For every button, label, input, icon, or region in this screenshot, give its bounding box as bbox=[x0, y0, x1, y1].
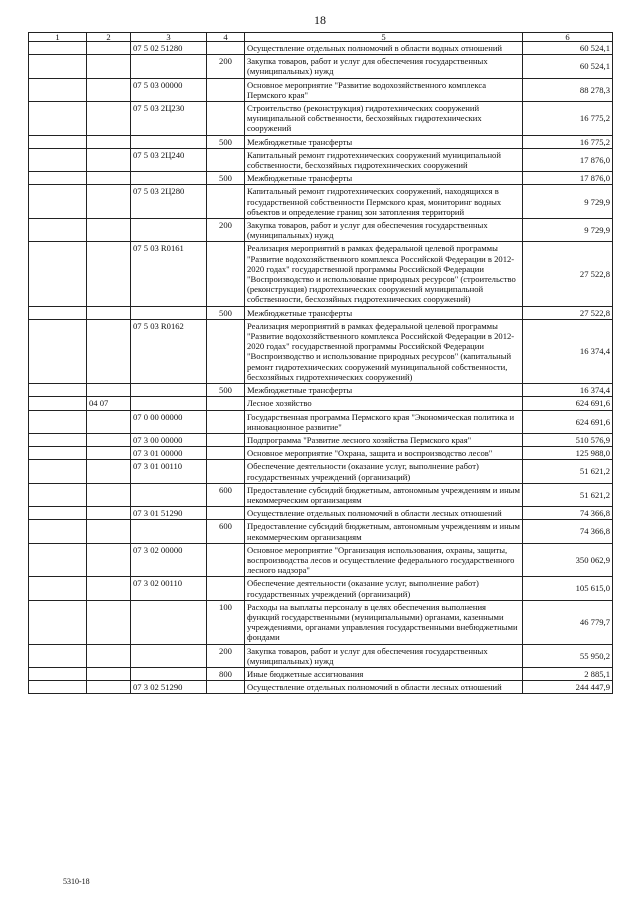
expense-name: Капитальный ремонт гидротехнических сооружений муниципальной собственности, бесхозяйных гидротехнических сооружений bbox=[245, 148, 523, 171]
code-1 bbox=[29, 384, 87, 397]
expense-type-code bbox=[207, 242, 245, 306]
amount: 60 524,1 bbox=[523, 55, 613, 78]
amount: 9 729,9 bbox=[523, 185, 613, 219]
table-row bbox=[29, 55, 613, 78]
column-number: 4 bbox=[207, 33, 245, 42]
section-code: 04 07 bbox=[87, 397, 131, 410]
target-article-code bbox=[131, 172, 207, 185]
expense-name: Основное мероприятие "Охрана, защита и воспроизводство лесов" bbox=[245, 447, 523, 460]
expense-name: Реализация мероприятий в рамках федеральной целевой программы "Развитие водохозяйственного комплекса Российской Федерации в 2012-2020 годах" государственной программы Российской Федерации "Воспроизводство и использование природных ресурсов" (капитальный ремонт гидротехнических сооружений муниципальной собственности, бесхозяйных гидротехнических сооружений) bbox=[245, 319, 523, 383]
expense-type-code bbox=[207, 148, 245, 171]
amount: 105 615,0 bbox=[523, 577, 613, 600]
expense-name: Межбюджетные трансферты bbox=[245, 384, 523, 397]
table-row bbox=[29, 135, 613, 148]
code-1 bbox=[29, 667, 87, 680]
expense-type-code bbox=[207, 681, 245, 694]
target-article-code: 07 3 01 00110 bbox=[131, 460, 207, 483]
target-article-code: 07 5 03 2Ц280 bbox=[131, 185, 207, 219]
expense-name: Основное мероприятие "Организация использования, охраны, защиты, воспроизводства лесов и осуществление федерального государственного лесного надзора" bbox=[245, 543, 523, 577]
section-code bbox=[87, 507, 131, 520]
target-article-code: 07 5 03 2Ц230 bbox=[131, 102, 207, 136]
expense-type-code: 100 bbox=[207, 600, 245, 644]
target-article-code: 07 5 02 51280 bbox=[131, 42, 207, 55]
table-row bbox=[29, 507, 613, 520]
target-article-code bbox=[131, 135, 207, 148]
table-row bbox=[29, 384, 613, 397]
expense-name: Подпрограмма "Развитие лесного хозяйства Пермского края" bbox=[245, 433, 523, 446]
expense-name: Строительство (реконструкция) гидротехнических сооружений муниципальной собственности, бесхозяйных гидротехнических сооружений bbox=[245, 102, 523, 136]
section-code bbox=[87, 520, 131, 543]
document-code: 5310-18 bbox=[63, 877, 90, 886]
section-code bbox=[87, 384, 131, 397]
expense-name: Иные бюджетные ассигнования bbox=[245, 667, 523, 680]
amount: 624 691,6 bbox=[523, 410, 613, 433]
code-1 bbox=[29, 543, 87, 577]
amount: 46 779,7 bbox=[523, 600, 613, 644]
code-1 bbox=[29, 600, 87, 644]
section-code bbox=[87, 135, 131, 148]
expense-name: Осуществление отдельных полномочий в области лесных отношений bbox=[245, 507, 523, 520]
section-code bbox=[87, 483, 131, 506]
section-code bbox=[87, 148, 131, 171]
section-code bbox=[87, 172, 131, 185]
expense-type-code: 500 bbox=[207, 135, 245, 148]
section-code bbox=[87, 681, 131, 694]
code-1 bbox=[29, 148, 87, 171]
expense-type-code bbox=[207, 102, 245, 136]
amount: 27 522,8 bbox=[523, 306, 613, 319]
table-row bbox=[29, 681, 613, 694]
code-1 bbox=[29, 410, 87, 433]
table-row bbox=[29, 172, 613, 185]
expense-name: Обеспечение деятельности (оказание услуг, выполнение работ) государственных учреждений (организаций) bbox=[245, 460, 523, 483]
amount: 350 062,9 bbox=[523, 543, 613, 577]
table-row bbox=[29, 397, 613, 410]
table-row bbox=[29, 306, 613, 319]
code-1 bbox=[29, 42, 87, 55]
expense-type-code bbox=[207, 543, 245, 577]
expense-type-code: 500 bbox=[207, 384, 245, 397]
code-1 bbox=[29, 78, 87, 101]
target-article-code bbox=[131, 397, 207, 410]
expense-type-code: 200 bbox=[207, 644, 245, 667]
column-number: 1 bbox=[29, 33, 87, 42]
expense-name: Осуществление отдельных полномочий в области водных отношений bbox=[245, 42, 523, 55]
section-code bbox=[87, 410, 131, 433]
code-1 bbox=[29, 55, 87, 78]
section-code bbox=[87, 319, 131, 383]
expense-type-code bbox=[207, 507, 245, 520]
table-row bbox=[29, 520, 613, 543]
amount: 55 950,2 bbox=[523, 644, 613, 667]
expense-type-code bbox=[207, 42, 245, 55]
expense-name: Реализация мероприятий в рамках федеральной целевой программы "Развитие водохозяйственного комплекса Российской Федерации в 2012-2020 годах" государственной программы Российской Федерации "Воспроизводство и использование природных ресурсов" (строительство (реконструкция) гидротехнических сооружений муниципальной собственности, бесхозяйных гидротехнических сооружений) bbox=[245, 242, 523, 306]
target-article-code bbox=[131, 644, 207, 667]
page-number: 18 bbox=[314, 13, 326, 27]
code-1 bbox=[29, 219, 87, 242]
budget-table bbox=[28, 32, 613, 694]
target-article-code bbox=[131, 306, 207, 319]
target-article-code: 07 5 03 R0161 bbox=[131, 242, 207, 306]
target-article-code bbox=[131, 667, 207, 680]
code-1 bbox=[29, 433, 87, 446]
table-row bbox=[29, 185, 613, 219]
code-1 bbox=[29, 577, 87, 600]
expense-type-code bbox=[207, 78, 245, 101]
section-code bbox=[87, 185, 131, 219]
section-code bbox=[87, 447, 131, 460]
expense-type-code: 200 bbox=[207, 219, 245, 242]
section-code bbox=[87, 433, 131, 446]
table-row bbox=[29, 78, 613, 101]
expense-type-code bbox=[207, 185, 245, 219]
code-1 bbox=[29, 242, 87, 306]
target-article-code: 07 5 03 R0162 bbox=[131, 319, 207, 383]
target-article-code: 07 3 02 00000 bbox=[131, 543, 207, 577]
amount: 16 775,2 bbox=[523, 135, 613, 148]
table-row bbox=[29, 219, 613, 242]
code-1 bbox=[29, 681, 87, 694]
amount: 16 374,4 bbox=[523, 384, 613, 397]
table-row bbox=[29, 102, 613, 136]
code-1 bbox=[29, 135, 87, 148]
expense-type-code bbox=[207, 447, 245, 460]
target-article-code: 07 5 03 00000 bbox=[131, 78, 207, 101]
section-code bbox=[87, 55, 131, 78]
section-code bbox=[87, 543, 131, 577]
column-number: 3 bbox=[131, 33, 207, 42]
section-code bbox=[87, 102, 131, 136]
code-1 bbox=[29, 306, 87, 319]
target-article-code: 07 3 00 00000 bbox=[131, 433, 207, 446]
expense-type-code bbox=[207, 433, 245, 446]
code-1 bbox=[29, 507, 87, 520]
code-1 bbox=[29, 447, 87, 460]
expense-name: Обеспечение деятельности (оказание услуг, выполнение работ) государственных учреждений (организаций) bbox=[245, 577, 523, 600]
target-article-code: 07 3 01 51290 bbox=[131, 507, 207, 520]
expense-type-code bbox=[207, 319, 245, 383]
expense-name: Предоставление субсидий бюджетным, автономным учреждениям и иным некоммерческим организациям bbox=[245, 483, 523, 506]
section-code bbox=[87, 242, 131, 306]
table-row bbox=[29, 543, 613, 577]
table-row bbox=[29, 600, 613, 644]
amount: 125 988,0 bbox=[523, 447, 613, 460]
amount: 74 366,8 bbox=[523, 520, 613, 543]
code-1 bbox=[29, 460, 87, 483]
amount: 88 278,3 bbox=[523, 78, 613, 101]
table-row bbox=[29, 319, 613, 383]
column-number: 2 bbox=[87, 33, 131, 42]
table-row bbox=[29, 460, 613, 483]
expense-type-code bbox=[207, 410, 245, 433]
target-article-code: 07 5 03 2Ц240 bbox=[131, 148, 207, 171]
code-1 bbox=[29, 520, 87, 543]
expense-name: Лесное хозяйство bbox=[245, 397, 523, 410]
section-code bbox=[87, 306, 131, 319]
table-row bbox=[29, 447, 613, 460]
code-1 bbox=[29, 483, 87, 506]
column-number-row bbox=[29, 33, 613, 42]
expense-name: Межбюджетные трансферты bbox=[245, 306, 523, 319]
expense-name: Закупка товаров, работ и услуг для обеспечения государственных (муниципальных) нужд bbox=[245, 55, 523, 78]
expense-name: Основное мероприятие "Развитие водохозяйственного комплекса Пермского края" bbox=[245, 78, 523, 101]
code-1 bbox=[29, 319, 87, 383]
expense-name: Государственная программа Пермского края "Экономическая политика и инновационное развитие" bbox=[245, 410, 523, 433]
expense-type-code: 500 bbox=[207, 172, 245, 185]
expense-type-code bbox=[207, 397, 245, 410]
table-row bbox=[29, 433, 613, 446]
expense-type-code: 200 bbox=[207, 55, 245, 78]
section-code bbox=[87, 644, 131, 667]
table-row bbox=[29, 42, 613, 55]
amount: 510 576,9 bbox=[523, 433, 613, 446]
target-article-code: 07 0 00 00000 bbox=[131, 410, 207, 433]
section-code bbox=[87, 460, 131, 483]
expense-name: Предоставление субсидий бюджетным, автономным учреждениям и иным некоммерческим организациям bbox=[245, 520, 523, 543]
expense-type-code: 600 bbox=[207, 520, 245, 543]
expense-name: Осуществление отдельных полномочий в области лесных отношений bbox=[245, 681, 523, 694]
amount: 60 524,1 bbox=[523, 42, 613, 55]
target-article-code bbox=[131, 55, 207, 78]
section-code bbox=[87, 42, 131, 55]
target-article-code bbox=[131, 483, 207, 506]
code-1 bbox=[29, 172, 87, 185]
code-1 bbox=[29, 397, 87, 410]
target-article-code bbox=[131, 600, 207, 644]
expense-type-code: 600 bbox=[207, 483, 245, 506]
amount: 27 522,8 bbox=[523, 242, 613, 306]
code-1 bbox=[29, 185, 87, 219]
column-number: 5 bbox=[245, 33, 523, 42]
amount: 2 885,1 bbox=[523, 667, 613, 680]
amount: 244 447,9 bbox=[523, 681, 613, 694]
target-article-code bbox=[131, 520, 207, 543]
target-article-code bbox=[131, 384, 207, 397]
amount: 51 621,2 bbox=[523, 460, 613, 483]
expense-name: Закупка товаров, работ и услуг для обеспечения государственных (муниципальных) нужд bbox=[245, 644, 523, 667]
expense-type-code: 800 bbox=[207, 667, 245, 680]
column-number: 6 bbox=[523, 33, 613, 42]
expense-name: Расходы на выплаты персоналу в целях обеспечения выполнения функций государственными (муниципальными) органами, казенными учреждениями, органами управления государственными внебюджетными фондами bbox=[245, 600, 523, 644]
section-code bbox=[87, 667, 131, 680]
expense-name: Капитальный ремонт гидротехнических сооружений, находящихся в государственной собственности Пермского края, мониторинг водных объектов и определение границ зон затопления территорий bbox=[245, 185, 523, 219]
expense-type-code: 500 bbox=[207, 306, 245, 319]
table-row bbox=[29, 483, 613, 506]
code-1 bbox=[29, 102, 87, 136]
amount: 17 876,0 bbox=[523, 148, 613, 171]
expense-name: Межбюджетные трансферты bbox=[245, 135, 523, 148]
section-code bbox=[87, 577, 131, 600]
target-article-code: 07 3 01 00000 bbox=[131, 447, 207, 460]
table-row bbox=[29, 242, 613, 306]
amount: 9 729,9 bbox=[523, 219, 613, 242]
amount: 624 691,6 bbox=[523, 397, 613, 410]
expense-name: Закупка товаров, работ и услуг для обеспечения государственных (муниципальных) нужд bbox=[245, 219, 523, 242]
section-code bbox=[87, 600, 131, 644]
target-article-code bbox=[131, 219, 207, 242]
expense-type-code bbox=[207, 460, 245, 483]
expense-name: Межбюджетные трансферты bbox=[245, 172, 523, 185]
target-article-code: 07 3 02 00110 bbox=[131, 577, 207, 600]
amount: 16 374,4 bbox=[523, 319, 613, 383]
amount: 16 775,2 bbox=[523, 102, 613, 136]
amount: 17 876,0 bbox=[523, 172, 613, 185]
table-row bbox=[29, 667, 613, 680]
target-article-code: 07 3 02 51290 bbox=[131, 681, 207, 694]
code-1 bbox=[29, 644, 87, 667]
table-row bbox=[29, 148, 613, 171]
table-row bbox=[29, 410, 613, 433]
table-row bbox=[29, 644, 613, 667]
section-code bbox=[87, 78, 131, 101]
table-row bbox=[29, 577, 613, 600]
expense-type-code bbox=[207, 577, 245, 600]
amount: 51 621,2 bbox=[523, 483, 613, 506]
section-code bbox=[87, 219, 131, 242]
amount: 74 366,8 bbox=[523, 507, 613, 520]
